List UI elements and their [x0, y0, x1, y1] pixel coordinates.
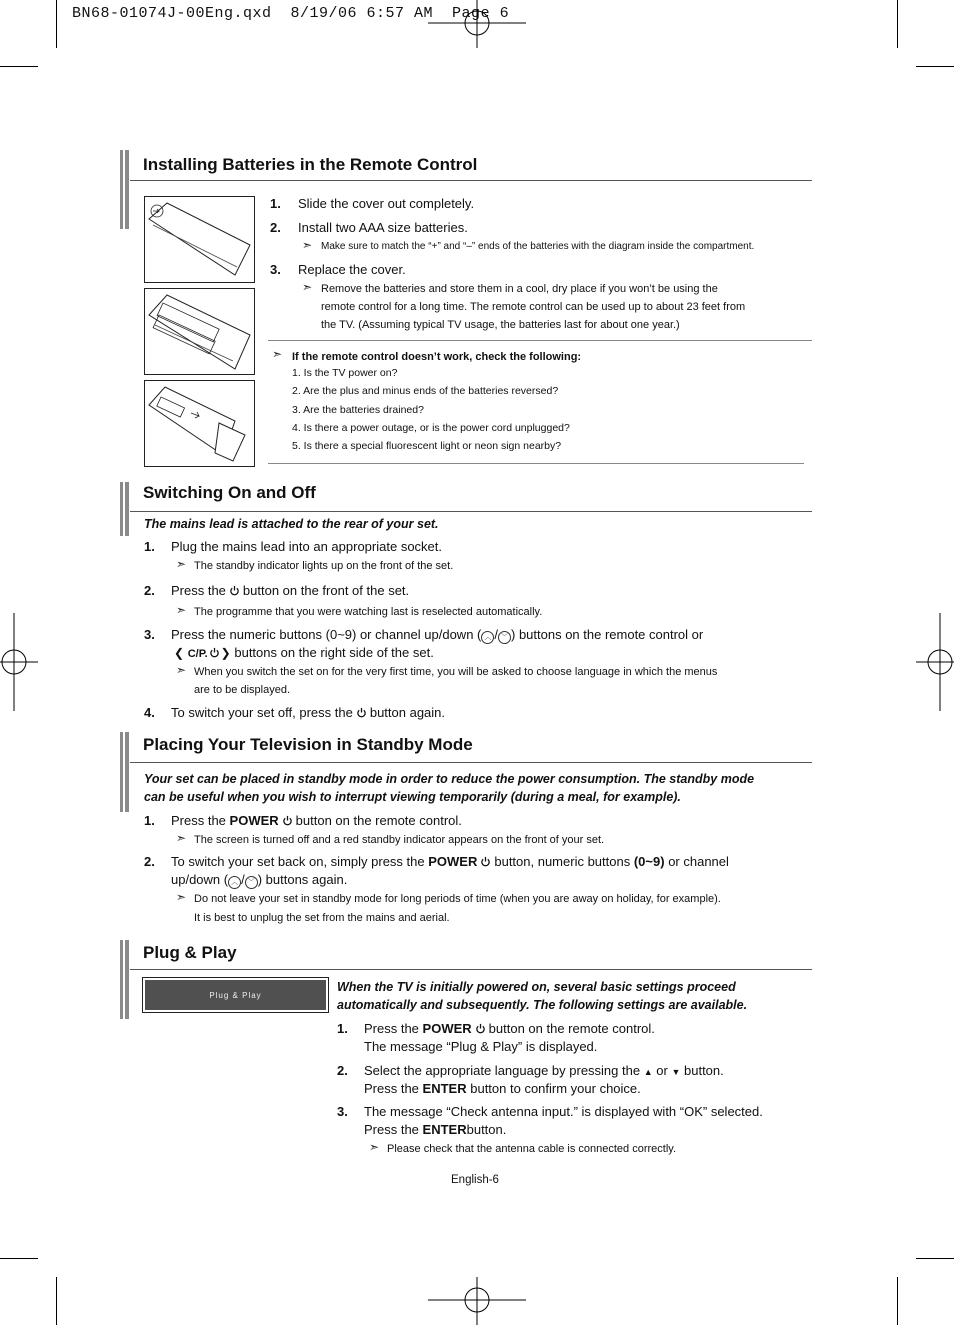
slash: / — [241, 872, 245, 887]
section-title-batteries: Installing Batteries in the Remote Control — [143, 155, 478, 174]
step-number: 3. — [337, 1104, 348, 1119]
step-text-part: To switch your set back on, simply press the — [171, 854, 425, 869]
step-number: 2. — [270, 220, 281, 235]
power-label: POWER — [229, 813, 279, 828]
step-text-part: ) buttons on the remote control or — [511, 627, 704, 642]
note-arrow-icon: ➣ — [302, 238, 313, 252]
step-text — [171, 582, 409, 600]
check-item: 4. Is there a power outage, or is the power cord unplugged? — [292, 422, 570, 434]
crop-mark — [897, 1277, 898, 1325]
note-text: are to be displayed. — [194, 684, 291, 696]
crop-mark — [0, 66, 38, 67]
step-number: 2. — [144, 854, 155, 869]
section-bar — [120, 940, 129, 1019]
chevron-right-icon: ❯ — [220, 646, 231, 660]
section-bar — [120, 150, 129, 229]
step-number: 1. — [144, 813, 155, 828]
crop-mark — [916, 1258, 954, 1259]
crop-mark — [916, 66, 954, 67]
section-intro: automatically and subsequently. The following settings are available. — [337, 998, 748, 1012]
power-icon — [282, 815, 293, 826]
note-text: The standby indicator lights up on the front of the set. — [194, 560, 454, 572]
channel-down-icon: ﹀ — [245, 876, 258, 889]
step-text: The message “Plug & Play” is displayed. — [364, 1039, 598, 1054]
step-text — [174, 644, 434, 663]
registration-mark-bottom — [428, 1277, 526, 1325]
step-text-part: buttons on the right side of the set. — [234, 645, 434, 660]
step-number: 3. — [144, 627, 155, 642]
note-arrow-icon: ➣ — [176, 663, 187, 677]
chevron-left-icon: ❮ — [174, 646, 185, 660]
step-text: Slide the cover out completely. — [298, 196, 475, 211]
divider — [268, 340, 812, 341]
note-arrow-icon: ➣ — [176, 557, 187, 571]
step-text — [171, 704, 445, 722]
channel-up-icon: ︿ — [228, 876, 241, 889]
check-title: If the remote control doesn’t work, check the following: — [292, 351, 582, 363]
section-bar — [120, 732, 129, 812]
step-text-part: button on the remote control. — [488, 1021, 655, 1036]
step-text — [364, 1020, 655, 1038]
divider — [268, 463, 804, 464]
crop-mark — [56, 1277, 57, 1325]
step-text-part: button, numeric buttons — [494, 854, 631, 869]
slash: / — [494, 627, 498, 642]
step-number: 4. — [144, 705, 155, 720]
step-text-part: Select the appropriate language by pressing the — [364, 1063, 641, 1078]
section-rule — [130, 969, 812, 970]
section-title-switching: Switching On and Off — [143, 483, 316, 502]
step-text — [364, 1121, 506, 1139]
step-text — [171, 812, 462, 830]
power-icon — [480, 856, 491, 867]
step-text-part: Press the numeric buttons (0~9) or channel up/down ( — [171, 627, 482, 642]
enter-label: ENTER — [422, 1122, 467, 1137]
note-text: The programme that you were watching last is reselected automatically. — [194, 606, 543, 618]
section-title-plug-play: Plug & Play — [143, 943, 237, 962]
step-text: Plug the mains lead into an appropriate socket. — [171, 539, 443, 554]
power-icon — [209, 647, 220, 658]
section-rule — [130, 511, 812, 512]
note-text: Do not leave your set in standby mode for long periods of time (when you are away on holiday, for example). — [194, 893, 721, 905]
remote-figure-1 — [144, 196, 255, 283]
step-text-part: Press the — [364, 1122, 419, 1137]
triangle-down-icon: ▼ — [671, 1067, 681, 1077]
step-text-part: up/down ( — [171, 872, 229, 887]
note-text: Please check that the antenna cable is connected correctly. — [387, 1143, 677, 1155]
note-arrow-icon: ➣ — [176, 603, 187, 617]
power-label: POWER — [422, 1021, 472, 1036]
registration-mark-left — [0, 613, 38, 711]
step-number: 2. — [337, 1063, 348, 1078]
crop-mark — [56, 0, 57, 48]
check-item: 1. Is the TV power on? — [292, 367, 398, 379]
step-text — [171, 626, 703, 644]
print-header: BN68-01074J-00Eng.qxd 8/19/06 6:57 AM Page 6 — [72, 5, 510, 22]
note-arrow-icon: ➣ — [272, 347, 283, 361]
step-text: The message “Check antenna input.” is displayed with “OK” selected. — [364, 1104, 763, 1119]
step-text-part: button. — [684, 1063, 724, 1078]
note-arrow-icon: ➣ — [176, 831, 187, 845]
section-title-standby: Placing Your Television in Standby Mode — [143, 735, 473, 754]
remote-figure-2 — [144, 288, 255, 375]
power-icon — [229, 585, 240, 596]
section-intro: Your set can be placed in standby mode in order to reduce the power consumption. The standby mode — [144, 772, 755, 786]
step-text — [364, 1062, 724, 1081]
check-item: 2. Are the plus and minus ends of the batteries reversed? — [292, 385, 559, 397]
step-number: 1. — [144, 539, 155, 554]
power-icon — [475, 1023, 486, 1034]
crop-mark — [0, 1258, 38, 1259]
section-bar — [120, 482, 129, 536]
note-text: When you switch the set on for the very first time, you will be asked to choose language in which the menus — [194, 666, 718, 678]
section-intro: The mains lead is attached to the rear of your set. — [144, 517, 439, 531]
note-arrow-icon: ➣ — [302, 280, 313, 294]
step-text-part: Press the — [171, 583, 226, 598]
page-footer: English-6 — [451, 1174, 499, 1186]
triangle-up-icon: ▲ — [643, 1067, 653, 1077]
channel-up-icon: ︿ — [481, 631, 494, 644]
registration-mark-top — [428, 0, 526, 48]
section-intro: can be useful when you wish to interrupt viewing temporarily (during a meal, for example). — [144, 790, 681, 804]
power-icon — [356, 707, 367, 718]
note-arrow-icon: ➣ — [369, 1140, 380, 1154]
cp-label: C/P. — [187, 648, 208, 660]
step-text-part: button on the front of the set. — [242, 583, 410, 598]
step-text-part: or channel — [668, 854, 729, 869]
section-rule — [130, 762, 812, 763]
step-text — [171, 853, 729, 871]
plug-play-label: Plug & Play — [145, 980, 326, 1010]
step-number: 3. — [270, 262, 281, 277]
check-item: 3. Are the batteries drained? — [292, 404, 424, 416]
step-text-part: or — [656, 1063, 668, 1078]
step-text-part: Press the — [171, 813, 226, 828]
section-rule — [130, 180, 812, 181]
remote-figure-3 — [144, 380, 255, 467]
step-text-part: button to confirm your choice. — [470, 1081, 641, 1096]
step-text-part: button on the remote control. — [295, 813, 462, 828]
step-text: Replace the cover. — [298, 262, 406, 277]
note-text: Remove the batteries and store them in a cool, dry place if you won’t be using the — [321, 283, 718, 295]
power-label: POWER — [428, 854, 478, 869]
step-text-part: Press the — [364, 1021, 419, 1036]
note-arrow-icon: ➣ — [176, 890, 187, 904]
step-number: 2. — [144, 583, 155, 598]
numeric-range: (0~9) — [633, 854, 665, 869]
step-number: 1. — [270, 196, 281, 211]
section-intro: When the TV is initially powered on, several basic settings proceed — [337, 980, 736, 994]
step-number: 1. — [337, 1021, 348, 1036]
step-text-part: ) buttons again. — [257, 872, 348, 887]
step-text — [171, 871, 347, 889]
note-text: It is best to unplug the set from the mains and aerial. — [194, 912, 450, 924]
note-text: the TV. (Assuming typical TV usage, the batteries last for about one year.) — [321, 319, 680, 331]
note-text: remote control for a long time. The remote control can be used up to about 23 feet from — [321, 301, 746, 313]
note-text: Make sure to match the “+” and “–” ends of the batteries with the diagram inside the compartment. — [321, 241, 755, 252]
check-item: 5. Is there a special fluorescent light or neon sign nearby? — [292, 440, 562, 452]
step-text: Install two AAA size batteries. — [298, 220, 468, 235]
crop-mark — [897, 0, 898, 48]
note-text: The screen is turned off and a red standby indicator appears on the front of your set. — [194, 834, 605, 846]
plug-play-screen — [142, 977, 329, 1013]
enter-label: ENTER — [422, 1081, 467, 1096]
channel-down-icon: ﹀ — [498, 631, 511, 644]
step-text-part: button again. — [369, 705, 446, 720]
step-text-part: Press the — [364, 1081, 419, 1096]
step-text-part: button. — [466, 1122, 507, 1137]
step-text — [364, 1080, 641, 1098]
registration-mark-right — [916, 613, 954, 711]
step-text-part: To switch your set off, press the — [171, 705, 353, 720]
